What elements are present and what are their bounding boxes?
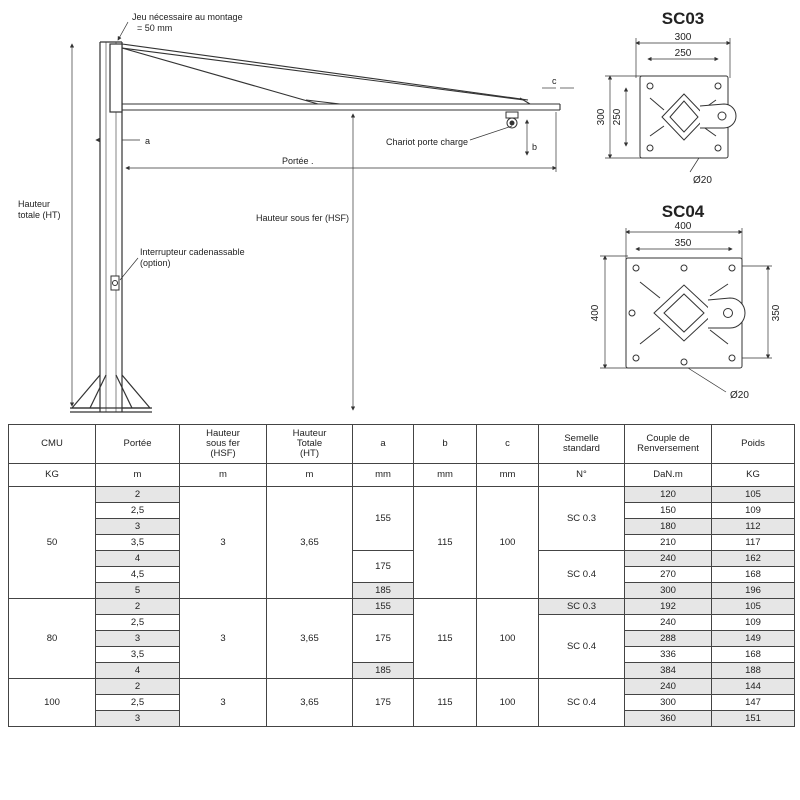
couple-cell: 240 — [625, 551, 712, 567]
portee-cell: 2 — [96, 487, 180, 503]
unit-portee: m — [96, 464, 180, 487]
portee-cell: 2,5 — [96, 695, 180, 711]
col-a: a — [353, 425, 414, 464]
poids-cell: 168 — [712, 567, 795, 583]
c-cell: 100 — [477, 599, 539, 679]
col-ht: Hauteur Totale (HT) — [267, 425, 353, 464]
b-cell: 115 — [414, 679, 477, 727]
padlock-switch — [111, 276, 119, 290]
poids-cell: 168 — [712, 647, 795, 663]
table-row — [9, 679, 795, 695]
portee-cell: 2 — [96, 679, 180, 695]
poids-cell: 162 — [712, 551, 795, 567]
poids-cell: 105 — [712, 487, 795, 503]
sc03-dim-outer: 300 — [674, 32, 692, 43]
trolley — [506, 112, 518, 128]
portee-cell: 3 — [96, 519, 180, 535]
sc04-dim-inner: 350 — [674, 238, 692, 249]
semelle-cell: SC 0.3 — [539, 487, 625, 551]
a-cell: 155 — [353, 599, 414, 615]
a-cell: 185 — [353, 583, 414, 599]
portee-cell: 3,5 — [96, 647, 180, 663]
sc03-dim-inner: 250 — [674, 48, 692, 59]
couple-cell: 384 — [625, 663, 712, 679]
poids-cell: 151 — [712, 711, 795, 727]
poids-cell: 112 — [712, 519, 795, 535]
poids-cell: 144 — [712, 679, 795, 695]
label-a: a — [145, 136, 151, 146]
poids-cell: 109 — [712, 503, 795, 519]
a-cell: 155 — [353, 487, 414, 551]
a-cell: 175 — [353, 551, 414, 583]
b-cell: 115 — [414, 487, 477, 599]
portee-cell: 3 — [96, 711, 180, 727]
label-interrupteur-line1: Interrupteur cadenassable — [140, 247, 245, 257]
table-row — [9, 583, 795, 599]
sc03-hole: Ø20 — [693, 175, 712, 186]
portee-cell: 4 — [96, 663, 180, 679]
header-row — [9, 425, 795, 464]
unit-hsf: m — [180, 464, 267, 487]
sc03-dim-outer-v: 300 — [596, 108, 607, 126]
semelle-cell: SC 0.3 — [539, 599, 625, 615]
couple-cell: 336 — [625, 647, 712, 663]
table-row — [9, 551, 795, 567]
a-cell: 175 — [353, 679, 414, 727]
sc04-dim-inner-v: 350 — [771, 304, 782, 322]
col-c: c — [477, 425, 539, 464]
ht-cell: 3,65 — [267, 487, 353, 599]
table-row — [9, 487, 795, 503]
sc04-hole: Ø20 — [730, 390, 749, 401]
cmu-cell: 100 — [9, 679, 96, 727]
poids-cell: 149 — [712, 631, 795, 647]
jib-arm — [122, 44, 560, 110]
unit-couple: DaN.m — [625, 464, 712, 487]
ht-cell: 3,65 — [267, 679, 353, 727]
a-cell: 175 — [353, 615, 414, 663]
col-couple: Couple de Renversement — [625, 425, 712, 464]
couple-cell: 180 — [625, 519, 712, 535]
semelle-cell: SC 0.4 — [539, 615, 625, 679]
sc04-drawing — [590, 202, 782, 401]
cmu-cell: 50 — [9, 487, 96, 599]
unit-a: mm — [353, 464, 414, 487]
couple-cell: 192 — [625, 599, 712, 615]
crane-column — [70, 42, 152, 412]
label-b: b — [532, 142, 538, 152]
couple-cell: 300 — [625, 695, 712, 711]
a-cell: 185 — [353, 663, 414, 679]
table-row — [9, 599, 795, 615]
sc03-drawing — [596, 9, 736, 186]
couple-cell: 270 — [625, 567, 712, 583]
portee-cell: 2,5 — [96, 615, 180, 631]
unit-cmu: KG — [9, 464, 96, 487]
c-cell: 100 — [477, 679, 539, 727]
label-interrupteur-line2: (option) — [140, 258, 171, 268]
semelle-cell: SC 0.4 — [539, 551, 625, 599]
ht-cell: 3,65 — [267, 599, 353, 679]
col-cmu: CMU — [9, 425, 96, 464]
specs-table — [8, 424, 795, 727]
col-semelle: Semelle standard — [539, 425, 625, 464]
label-portee: Portée . — [282, 156, 314, 166]
sc04-dim-outer: 400 — [674, 221, 692, 232]
sc03-title: SC03 — [661, 9, 705, 28]
portee-cell: 3,5 — [96, 535, 180, 551]
label-chariot: Chariot porte charge — [386, 137, 469, 147]
unit-poids: KG — [712, 464, 795, 487]
label-c: c — [552, 76, 557, 86]
unit-semelle: N° — [539, 464, 625, 487]
col-portee: Portée — [96, 425, 180, 464]
table-row — [9, 615, 795, 631]
unit-ht: m — [267, 464, 353, 487]
couple-cell: 210 — [625, 535, 712, 551]
couple-cell: 120 — [625, 487, 712, 503]
poids-cell: 109 — [712, 615, 795, 631]
col-poids: Poids — [712, 425, 795, 464]
portee-cell: 5 — [96, 583, 180, 599]
table-row — [9, 663, 795, 679]
hsf-cell: 3 — [180, 679, 267, 727]
col-hsf: Hauteur sous fer (HSF) — [180, 425, 267, 464]
poids-cell: 117 — [712, 535, 795, 551]
label-jeu-value: = 50 mm — [137, 23, 173, 33]
couple-cell: 300 — [625, 583, 712, 599]
col-b: b — [414, 425, 477, 464]
poids-cell: 147 — [712, 695, 795, 711]
portee-cell: 4 — [96, 551, 180, 567]
semelle-cell: SC 0.4 — [539, 679, 625, 727]
unit-b: mm — [414, 464, 477, 487]
portee-cell: 4,5 — [96, 567, 180, 583]
units-row — [9, 464, 795, 487]
portee-cell: 2 — [96, 599, 180, 615]
sc04-title: SC04 — [661, 202, 705, 221]
c-cell: 100 — [477, 487, 539, 599]
label-hsf: Hauteur sous fer (HSF) — [256, 213, 350, 223]
label-ht-line2: totale (HT) — [18, 210, 61, 220]
poids-cell: 188 — [712, 663, 795, 679]
couple-cell: 360 — [625, 711, 712, 727]
poids-cell: 196 — [712, 583, 795, 599]
portee-cell: 2,5 — [96, 503, 180, 519]
unit-c: mm — [477, 464, 539, 487]
couple-cell: 288 — [625, 631, 712, 647]
label-jeu: Jeu nécessaire au montage — [132, 12, 243, 22]
b-cell: 115 — [414, 599, 477, 679]
sc03-dim-inner-v: 250 — [612, 108, 623, 126]
couple-cell: 240 — [625, 679, 712, 695]
portee-cell: 3 — [96, 631, 180, 647]
couple-cell: 240 — [625, 615, 712, 631]
couple-cell: 150 — [625, 503, 712, 519]
poids-cell: 105 — [712, 599, 795, 615]
label-ht-line1: Hauteur — [18, 199, 51, 209]
cmu-cell: 80 — [9, 599, 96, 679]
hsf-cell: 3 — [180, 599, 267, 679]
sc04-dim-outer-v: 400 — [590, 304, 601, 322]
hsf-cell: 3 — [180, 487, 267, 599]
